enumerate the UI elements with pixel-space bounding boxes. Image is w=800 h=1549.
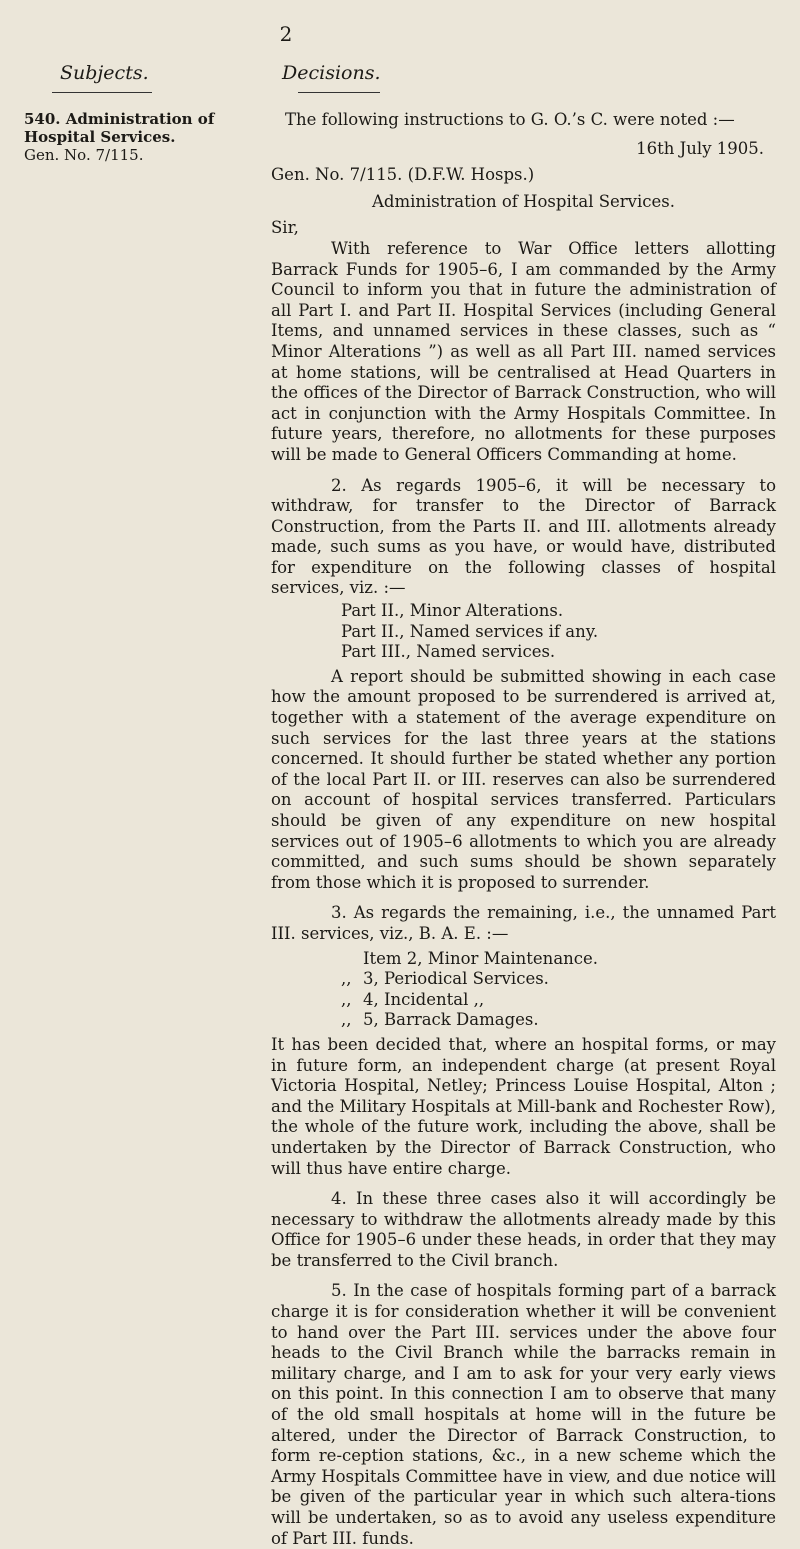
items-list	[341, 949, 776, 1031]
paragraph-2: 2. As regards 1905–6, it will be necessary to withdraw, for transfer to the Director of Barrack Construction, from the Parts II. and III. allotments already made, such sums as you have, or would have, distributed for expenditure on the following classes of hospital services, viz. :—	[271, 475, 776, 598]
item-text: 3, Periodical Services.	[363, 969, 549, 989]
paragraph-3: 3. As regards the remaining, i.e., the unnamed Part III. services, viz., B. A. E. :—	[271, 903, 776, 943]
ditto-mark: ,,	[341, 1010, 352, 1030]
list-item: Part III., Named services.	[341, 642, 556, 662]
decisions-column-header: Decisions.	[282, 62, 381, 84]
list-item	[341, 1010, 776, 1031]
letter-intro: The following instructions to G. O.’s C. were noted :—	[285, 110, 735, 129]
ditto-mark	[341, 949, 363, 970]
subjects-column-header: Subjects.	[60, 62, 149, 84]
item-text: Item 2, Minor Maintenance.	[363, 948, 599, 968]
services-list	[341, 601, 776, 663]
list-item	[341, 990, 776, 1011]
ditto-mark: ,,	[341, 989, 352, 1009]
subject-reference: Gen. No. 7/115.	[24, 146, 144, 164]
letter-reference: Gen. No. 7/115. (D.F.W. Hosps.)	[271, 165, 535, 185]
paragraph-4: 4. In these three cases also it will accordingly be necessary to withdraw the allotments already made by this Office for 1905–6 under these heads, in order that they may be transferred to the Civil branch.	[271, 1189, 776, 1270]
letter-salutation: Sir,	[271, 218, 299, 238]
list-item: Part II., Named services if any.	[341, 621, 599, 641]
list-item	[341, 949, 776, 970]
ditto-mark: ,,	[341, 969, 352, 989]
decisions-column	[271, 110, 776, 1549]
subject-column	[24, 110, 259, 164]
page-number: 2	[279, 22, 293, 46]
letter-heading: Administration of Hospital Services.	[371, 191, 676, 211]
list-item	[341, 969, 776, 990]
paragraph-5: 5. In the case of hospitals forming part of a barrack charge it is for consideration whether it will be convenient to hand over the Part III. services under the above four heads to the Civil Branch while the barracks remain in military charge, and I am to ask for your very early views on this point. In this connection I am to observe that many of the old small hospitals at home will in the future be altered, under the Director of Barrack Construction, to form re-ception stations, &c., in a new scheme which the Army Hospitals Committee have in view, and due notice will be given of the particular year in which such altera-tions will be undertaken, so as to avoid any useless expenditure of Part III. funds.	[271, 1281, 776, 1548]
list-item: Part II., Minor Alterations.	[341, 601, 564, 621]
subject-entry: 540. Administration of Hospital Services.	[24, 110, 215, 146]
item-text: 4, Incidental ,,	[363, 989, 485, 1009]
paragraph-3b: It has been decided that, where an hospital forms, or may in future form, an independent charge (at present Royal Victoria Hospital, Netley; Princess Louise Hospital, Alton ; and the Military Hospitals at Mill-bank and Rochester Row), the whole of the future work, including the above, shall be undertaken by the Director of Barrack Construction, who will thus have entire charge.	[271, 1034, 776, 1178]
subjects-header-rule	[52, 92, 152, 93]
decisions-header-rule	[298, 92, 380, 93]
letter-date: 16th July 1905.	[636, 138, 764, 158]
paragraph-2b: A report should be submitted showing in each case how the amount proposed to be surrendered is arrived at, together with a statement of the average expenditure on such services for the last three years at the stations concerned. It should further be stated whether any portion of the local Part II. or III. reserves can also be surrendered on account of hospital services transferred. Particulars should be given of any expenditure on new hospital services out of 1905–6 allotments to which you are already committed, and such sums should be shown separately from those which it is proposed to surrender.	[271, 666, 776, 892]
paragraph-1: With reference to War Office letters allotting Barrack Funds for 1905–6, I am commanded by the Army Council to inform you that in future the administration of all Part I. and Part II. Hospital Services (including General Items, and unnamed services in these classes, such as “ Minor Alterations ”) as well as all Part III. named services at home stations, will be centralised at Head Quarters in the offices of the Director of Barrack Construction, who will act in conjunction with the Army Hospitals Committee. In future years, therefore, no allotments for these purposes will be made to General Officers Commanding at home.	[271, 238, 776, 464]
item-text: 5, Barrack Damages.	[363, 1010, 539, 1030]
